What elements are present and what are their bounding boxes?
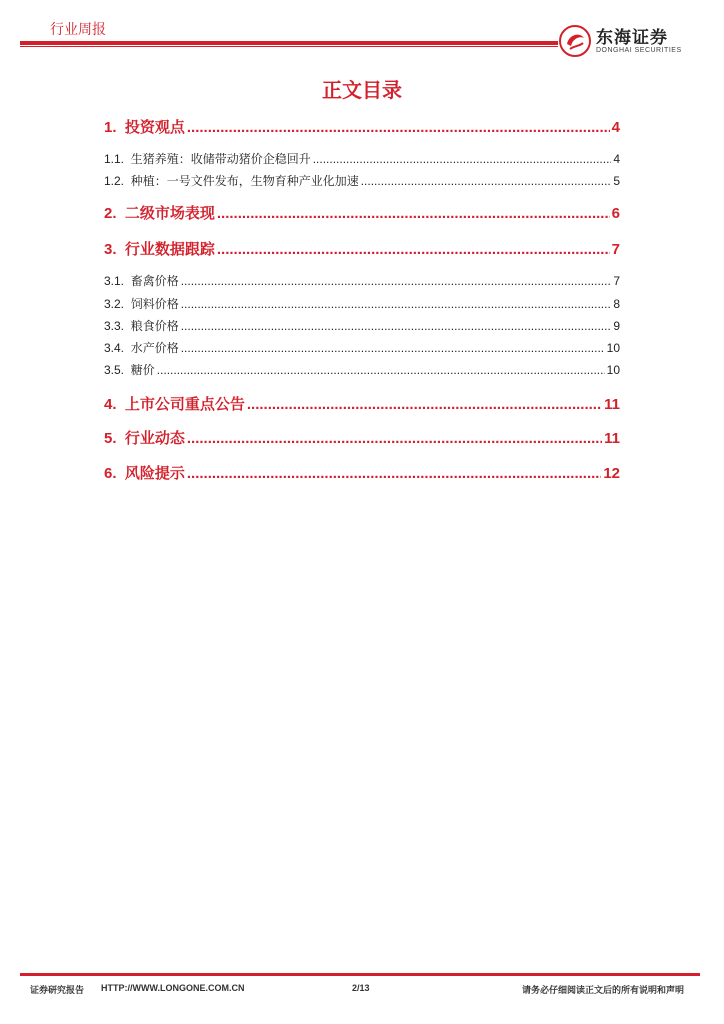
page-number: 2/13 — [352, 983, 370, 993]
toc-number: 3. — [104, 241, 117, 258]
dot-leader — [181, 297, 612, 311]
dot-leader — [187, 465, 601, 482]
toc-page: 12 — [603, 465, 620, 482]
toc-page: 4 — [613, 152, 620, 166]
toc-label: 糖价 — [130, 363, 155, 377]
dot-leader — [187, 430, 602, 447]
toc-label: 饲料价格 — [130, 297, 179, 311]
toc-number: 3.3. — [104, 319, 125, 333]
toc-label: 投资观点 — [124, 119, 185, 136]
toc-entry-5[interactable] — [104, 427, 620, 447]
dot-leader — [157, 363, 605, 377]
dot-leader — [181, 341, 605, 355]
toc-label: 水产价格 — [130, 341, 179, 355]
logo-name-cn: 东海证券 — [596, 27, 668, 47]
dot-leader — [313, 152, 612, 166]
report-type-tag: 行业周报 — [50, 21, 106, 37]
toc-page: 4 — [611, 119, 620, 136]
toc-entry-3-2[interactable] — [104, 295, 620, 311]
dot-leader — [187, 119, 610, 136]
toc-entry-3[interactable] — [104, 238, 620, 258]
toc-label: 上市公司重点公告 — [124, 396, 245, 413]
footer-url[interactable]: HTTP://WWW.LONGONE.COM.CN — [101, 983, 245, 993]
toc-number: 3.4. — [104, 341, 125, 355]
toc-page: 7 — [613, 274, 620, 288]
toc-entry-3-1[interactable] — [104, 272, 620, 288]
toc-number: 2. — [104, 205, 117, 222]
toc-number: 5. — [104, 430, 117, 447]
toc-page: 6 — [611, 205, 620, 222]
toc-label: 粮食价格 — [130, 319, 179, 333]
toc-number: 4. — [104, 396, 117, 413]
footer-report-type: 证券研究报告 — [30, 985, 85, 995]
logo-name-en: DONGHAI SECURITIES — [596, 46, 682, 54]
toc-number: 3.2. — [104, 297, 125, 311]
toc-number: 1. — [104, 119, 117, 136]
toc-page: 9 — [613, 319, 620, 333]
company-logo — [558, 22, 708, 60]
footer-rule — [20, 973, 700, 976]
toc-entry-3-3[interactable] — [104, 317, 620, 333]
toc-page: 8 — [613, 297, 620, 311]
toc-entry-1-1[interactable] — [104, 150, 620, 166]
toc-entry-3-4[interactable] — [104, 339, 620, 355]
toc-entry-4[interactable] — [104, 393, 620, 413]
toc-label: 风险提示 — [124, 465, 185, 482]
toc-page: 10 — [606, 341, 620, 355]
dot-leader — [217, 205, 610, 222]
toc-label: 二级市场表现 — [124, 205, 215, 222]
footer-disclaimer: 请务必仔细阅读正文后的所有说明和声明 — [522, 985, 685, 995]
toc-page: 5 — [613, 174, 620, 188]
toc-page: 11 — [604, 396, 620, 413]
toc-label: 行业数据跟踪 — [124, 241, 215, 258]
toc-title: 正文目录 — [322, 80, 402, 102]
toc-entry-1[interactable] — [104, 116, 620, 136]
toc-entry-1-2[interactable] — [104, 172, 620, 188]
dragon-logo-icon — [558, 24, 592, 58]
toc-entry-2[interactable] — [104, 202, 620, 222]
dot-leader — [181, 319, 612, 333]
dot-leader — [181, 274, 612, 288]
toc-label: 行业动态 — [124, 430, 185, 447]
toc-entry-3-5[interactable] — [104, 361, 620, 377]
toc-label: 种植：一号文件发布，生物育种产业化加速 — [130, 174, 359, 188]
toc-page: 7 — [611, 241, 620, 258]
toc-number: 3.5. — [104, 363, 125, 377]
toc-page: 11 — [604, 430, 620, 447]
toc-number: 3.1. — [104, 274, 125, 288]
dot-leader — [247, 396, 602, 413]
toc-number: 6. — [104, 465, 117, 482]
toc-number: 1.1. — [104, 152, 125, 166]
dot-leader — [217, 241, 610, 258]
toc-label: 畜禽价格 — [130, 274, 179, 288]
dot-leader — [361, 174, 612, 188]
toc-page: 10 — [606, 363, 620, 377]
toc-label: 生猪养殖：收储带动猪价企稳回升 — [130, 152, 311, 166]
toc-entry-6[interactable] — [104, 462, 620, 482]
toc-number: 1.2. — [104, 174, 125, 188]
